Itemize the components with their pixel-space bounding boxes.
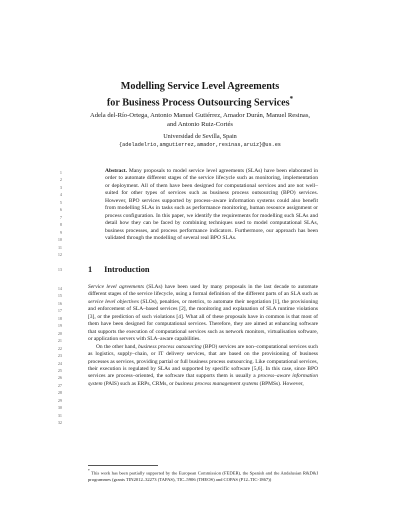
line-number: 3	[59, 184, 62, 190]
author-list	[70, 112, 330, 129]
section-title: Introduction	[104, 265, 150, 274]
section-heading	[88, 265, 150, 274]
line-number: 29	[57, 397, 62, 403]
abstract	[105, 168, 318, 243]
line-number: 9	[59, 229, 62, 235]
intro-p2-emphasis-1: business process outsourcing	[138, 343, 202, 350]
footnote-mark: *	[88, 469, 90, 473]
line-number: 25	[57, 367, 62, 373]
affiliation	[70, 133, 330, 149]
line-number: 30	[57, 405, 62, 411]
intro-p2-text-b: (BPO) services are non–computational services such as logistics, supply–chain, or IT delivery services, that are based on the provisioning of business processes as services, providing partial or full business process outsourcing. Like computational services, their execution is regulated by SLAs and supported by specific software [5,6]. In this case, since BPO services are process–oriented, the software that supports them is usually a	[88, 343, 319, 380]
line-number: 32	[57, 420, 62, 426]
abstract-text: Many proposals to model service level agreements (SLAs) have been elaborated in order to automate different stages of the service lifecycle such as monitoring, implementation or deployment. All of them have been designed for computational services and are not well–suited for other types of services such as business process outsourcing (BPO) services. However, BPO services supported by process–aware information systems could also benefit from modelling SLAs in tasks such as performance monitoring, human resource assignment or process configuration. In this paper, we identify the requirements for modelling such SLAs and detail how they can be faced by combining techniques used to model computational SLAs, business processes, and process performance indicators. Furthermore, our approach has been validated through the modelling of several real BPO SLAs.	[105, 168, 318, 242]
intro-p1-lead: Service level agreements	[88, 284, 144, 290]
authors-line-1: Adela del-Río-Ortega, Antonio Manuel Gutiérrez, Amador Durán, Manuel Resinas,	[89, 112, 311, 119]
line-number: 26	[57, 375, 62, 381]
university: Universidad de Sevilla, Spain	[163, 133, 237, 140]
line-number: 16	[57, 300, 62, 306]
line-number: 2	[59, 177, 62, 183]
line-number: 20	[57, 330, 62, 336]
line-number: 27	[57, 382, 62, 388]
title-footnote-mark: *	[289, 95, 294, 103]
line-number: 31	[57, 412, 62, 418]
title-line-1: Modelling Service Level Agreements	[120, 81, 280, 92]
intro-p2-text-d: (BPMSs). However,	[258, 380, 304, 387]
line-number: 15	[57, 293, 62, 299]
line-number: 7	[59, 214, 62, 220]
intro-p2-emphasis-3: business process management systems	[174, 380, 259, 387]
line-number: 10	[57, 237, 62, 243]
line-number: 5	[59, 199, 62, 205]
line-number: 14	[57, 286, 62, 291]
introduction-body	[88, 284, 318, 388]
line-number: 21	[57, 338, 62, 344]
intro-p1-text-b: (SLOs), penalties, or metrics, to automate their negotiation [1], the provisioning and enforcement of SLA–based services [2], the monitoring and explanation of SLA runtime violations [3], or the prediction of such violations [4]. What all of these proposals have in common is that most of them have been designed for computational services. Therefore, they are aimed at enhancing software that supports the execution of computational services such as network monitors, virtualisation software, or application servers with SLA–aware capabilities.	[88, 298, 318, 343]
line-number: 19	[57, 323, 62, 329]
intro-p2-text-c: (PAIS) such as ERPs, CRMs, or	[102, 380, 175, 387]
footnote-text: This work has been partially supported by the European Commission (FEDER), the Spanish and the Andalusian R&D&I programmes (grants TIN2012–32273 (TAPAS), TIC–5906 (THEOS) and COPAS (P12–TIC-1867))	[88, 470, 318, 482]
line-number: 24	[57, 360, 62, 366]
paper-title	[60, 80, 340, 109]
line-number: 28	[57, 390, 62, 396]
intro-paragraph-1	[88, 284, 318, 344]
section-number: 1	[88, 265, 93, 274]
abstract-label: Abstract.	[105, 168, 128, 174]
author-emails: {adeladelrio,amgutierrez,amador,resinas,aruiz}@us.es	[119, 142, 281, 148]
line-number: 23	[57, 353, 62, 359]
line-number: 8	[59, 222, 62, 228]
intro-p2-emphasis-2: process–aware information system	[88, 373, 318, 387]
line-number: 13	[57, 267, 62, 272]
line-number: 12	[57, 251, 62, 257]
line-number: 6	[59, 207, 62, 213]
intro-p1-text-a: (SLAs) have been used by many proposals in the last decade to automate different stages of the service lifecycle, using a formal definition of the different parts of an SLA such as	[88, 284, 318, 298]
authors-line-2: and Antonio Ruiz-Cortés	[167, 120, 233, 128]
title-line-2: for Business Process Outsourcing Services	[106, 97, 290, 109]
intro-p1-emphasis: service level objectives	[88, 298, 139, 305]
line-number: 4	[59, 192, 62, 198]
footnote-rule	[88, 465, 158, 466]
line-number: 11	[57, 244, 62, 250]
intro-paragraph-2	[88, 344, 318, 389]
line-number: 1	[59, 170, 62, 175]
intro-p2-text-a: On the other hand,	[96, 343, 139, 350]
line-number: 18	[57, 315, 62, 321]
line-number: 17	[57, 308, 62, 314]
line-number: 22	[57, 345, 62, 351]
footnote	[88, 468, 318, 483]
